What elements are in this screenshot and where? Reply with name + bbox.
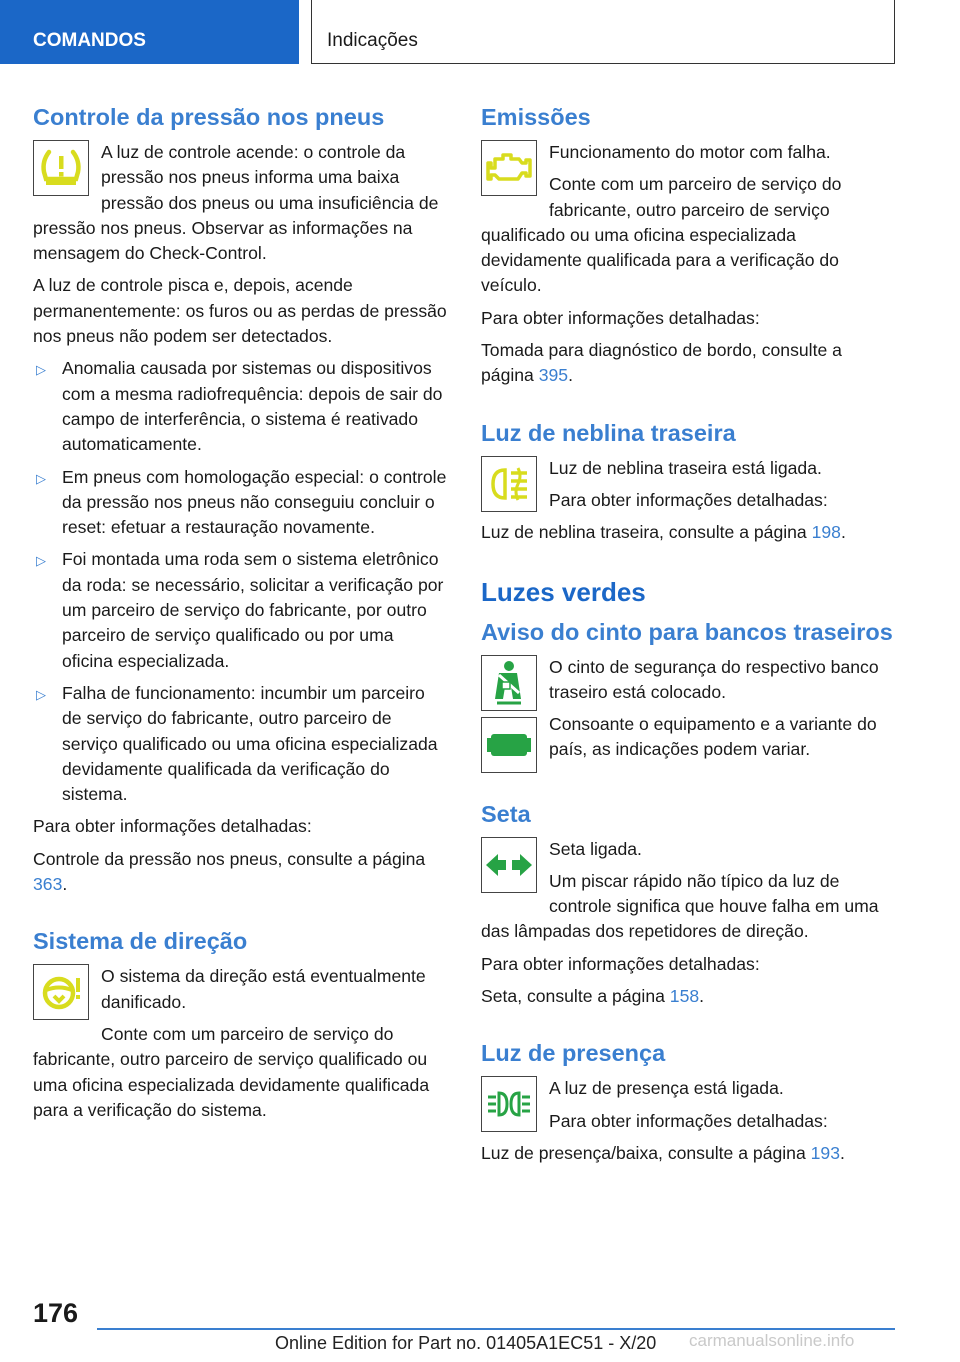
page-number: 176 <box>33 1298 79 1328</box>
page-link[interactable]: 193 <box>810 1142 840 1163</box>
left-column <box>33 102 447 1130</box>
right-column <box>481 102 895 1173</box>
green-lights-heading: Luzes verdes <box>481 576 646 607</box>
emissions-info-label: Para obter informações detalhadas: <box>481 307 760 328</box>
emissions-heading: Emissões <box>481 104 591 130</box>
steering-wheel-warning-icon <box>33 964 89 1020</box>
seat-occupied-icon <box>481 717 537 773</box>
rear-fog-light-icon <box>481 456 537 512</box>
page-link[interactable]: 198 <box>811 522 841 543</box>
emissions-text-1: Funcionamento do motor com falha. <box>549 142 831 162</box>
turn-reference: Seta, consulte a página 158. <box>481 986 705 1007</box>
steering-text-1: O sistema da direção está eventualmente danificado. <box>101 966 426 1012</box>
tpms-info-label: Para obter informações detalhadas: <box>33 816 312 837</box>
belt-text-2: Consoante o equipamento e a variante do país, as indicações podem variar. <box>549 714 877 760</box>
tpms-heading: Controle da pressão nos pneus <box>33 104 385 130</box>
footer-divider <box>97 1328 895 1330</box>
tpms-reference: Controle da pressão nos pneus, consulte a página 363. <box>33 848 426 895</box>
page-link[interactable]: 158 <box>669 986 700 1007</box>
emissions-reference: Tomada para diagnóstico de bordo, consulte a página 395. <box>481 340 842 386</box>
parking-text-1: A luz de presença está ligada. <box>549 1078 784 1099</box>
page-link[interactable]: 395 <box>538 365 569 386</box>
turn-info-label: Para obter informações detalhadas: <box>481 953 760 974</box>
belt-text-1: O cinto de segurança do respectivo banco traseiro está colocado. <box>549 656 879 702</box>
bullet-triangle-icon: ▷ <box>36 553 46 569</box>
parking-heading: Luz de presença <box>481 1040 666 1067</box>
fog-text-1: Luz de neblina traseira está ligada. <box>549 457 822 478</box>
parking-reference: Luz de presença/baixa, consulte a página 193. <box>481 1142 845 1163</box>
seatbelt-icon <box>481 655 537 711</box>
parking-info-label: Para obter informações detalhadas: <box>549 1110 828 1131</box>
turn-text-2: Um piscar rápido não típico da luz de controle significa que houve falha em uma das lâmpadas dos repetidores de direção. <box>481 870 879 942</box>
watermark: carmanualsonline.info <box>689 1331 855 1350</box>
list-item: ▷ Anomalia causada por sistemas ou dispositivos com a mesma radiofrequência: depois de sair do campo de interferência, o sistema é reativado automaticamente. <box>36 358 443 455</box>
turn-text-1: Seta ligada. <box>549 838 642 859</box>
list-item: ▷ Foi montada uma roda sem o sistema eletrônico da roda: se necessário, solicitar a verificação por um parceiro de serviço do fabricante, por outro parceiro de serviço qualificado ou por uma oficina especializada. <box>36 549 444 671</box>
bullet-triangle-icon: ▷ <box>36 686 46 702</box>
fog-heading: Luz de neblina traseira <box>481 419 736 446</box>
page-link[interactable]: 363 <box>33 874 63 895</box>
tpms-text-1: A luz de controle acende: o controle da pressão nos pneus informa uma baixa pressão dos pneus ou uma insuficiência de pressão nos pneus. Observar as informações na mensagem do Check-Control. <box>33 142 439 264</box>
section-tab: COMANDOS <box>0 0 299 64</box>
parking-light-icon <box>481 1076 537 1132</box>
tpms-list <box>33 356 447 807</box>
chapter-title: Indicações <box>311 0 895 64</box>
turn-signal-icon <box>481 837 537 893</box>
bullet-triangle-icon: ▷ <box>36 470 46 486</box>
tpms-text-2: A luz de controle pisca e, depois, acende permanentemente: os furos ou as perdas de pressão nos pneus não podem ser detectados. <box>33 275 447 347</box>
belt-heading: Aviso do cinto para bancos traseiros <box>481 618 893 645</box>
steering-heading: Sistema de direção <box>33 928 248 955</box>
tire-pressure-warning-icon <box>33 140 89 196</box>
steering-text-2: Conte com um parceiro de serviço do fabricante, outro parceiro de serviço qualificado ou uma oficina especializada devidamente qualificada para a verificação do sistema. <box>33 1023 430 1120</box>
bullet-triangle-icon: ▷ <box>36 362 46 378</box>
engine-check-icon <box>481 140 537 196</box>
list-item: ▷ Em pneus com homologação especial: o controle da pressão nos pneus não conseguiu concluir o reset: efetuar a restauração novamente. <box>36 466 447 538</box>
fog-info-label: Para obter informações detalhadas: <box>549 489 828 510</box>
emissions-text-2: Conte com um parceiro de serviço do fabricante, outro parceiro de serviço qualificado ou uma oficina especializada devidamente qualificada para a verificação do veículo. <box>481 174 842 296</box>
fog-reference: Luz de neblina traseira, consulte a página 198. <box>481 522 846 543</box>
list-item: ▷ Falha de funcionamento: incumbir um parceiro de serviço do fabricante, outro parceiro de serviço qualificado ou uma oficina especializada devidamente qualificada da verificação do sistema. <box>36 682 438 805</box>
turn-heading: Seta <box>481 800 531 827</box>
edition-text: Online Edition for Part no. 01405A1EC51 - X/20 <box>275 1333 657 1353</box>
